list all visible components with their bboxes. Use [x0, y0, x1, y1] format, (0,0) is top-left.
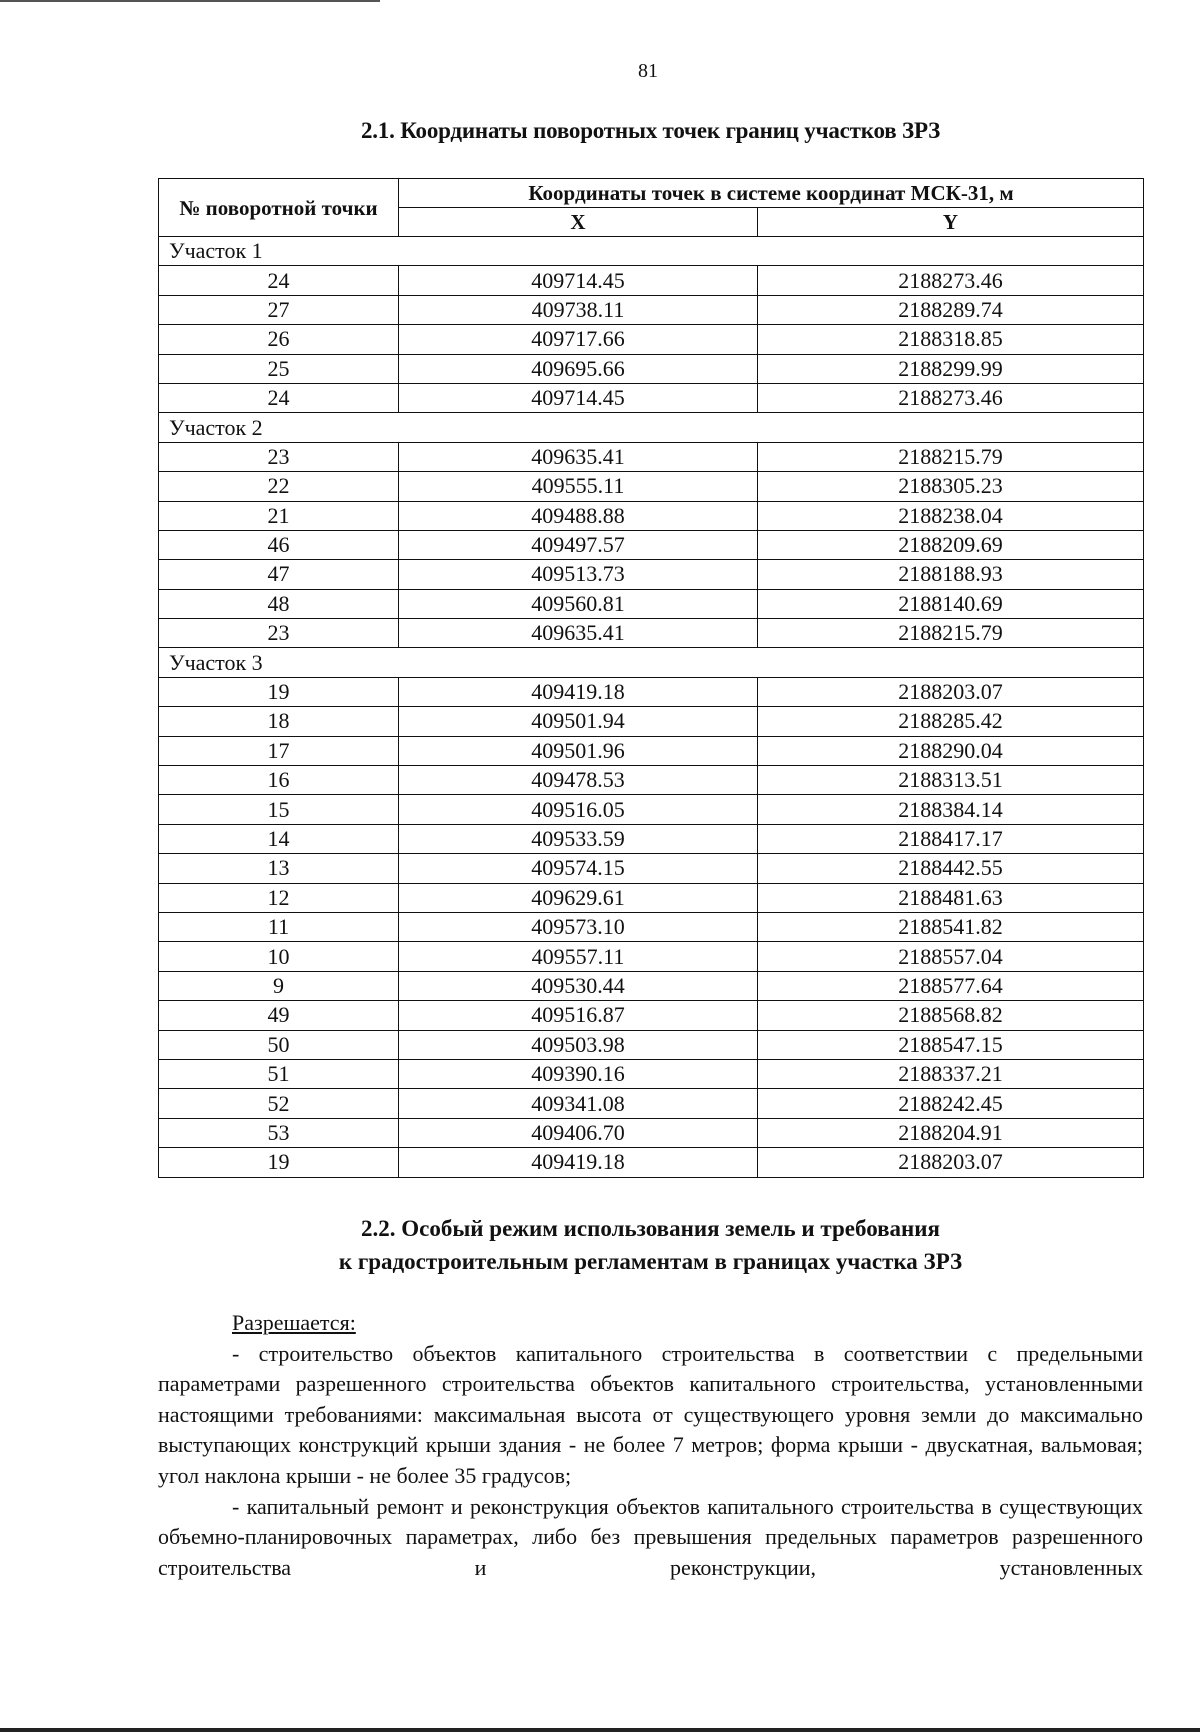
- table-row: [159, 472, 1144, 501]
- cell-y: 2188305.23: [758, 472, 1144, 501]
- cell-y: 2188547.15: [758, 1030, 1144, 1059]
- header-y: Y: [758, 208, 1144, 237]
- cell-point-number: 13: [159, 854, 399, 883]
- cell-x: 409635.41: [399, 442, 758, 471]
- cell-y: 2188557.04: [758, 942, 1144, 971]
- table-row: [159, 912, 1144, 941]
- cell-y: 2188313.51: [758, 766, 1144, 795]
- allowed-label-text: Разрешается:: [232, 1310, 356, 1335]
- cell-x: 409406.70: [399, 1118, 758, 1147]
- table-row: [159, 266, 1144, 295]
- cell-y: 2188238.04: [758, 501, 1144, 530]
- cell-x: 409390.16: [399, 1059, 758, 1088]
- table-row: [159, 1059, 1144, 1088]
- cell-point-number: 47: [159, 560, 399, 589]
- cell-x: 409516.87: [399, 1001, 758, 1030]
- cell-x: 409555.11: [399, 472, 758, 501]
- cell-x: 409573.10: [399, 912, 758, 941]
- regime-body: [158, 1308, 1143, 1583]
- cell-point-number: 21: [159, 501, 399, 530]
- cell-x: 409503.98: [399, 1030, 758, 1059]
- cell-y: 2188209.69: [758, 530, 1144, 559]
- cell-point-number: 52: [159, 1089, 399, 1118]
- scan-edge-bottom: [0, 1728, 1200, 1732]
- cell-point-number: 12: [159, 883, 399, 912]
- cell-x: 409629.61: [399, 883, 758, 912]
- table-row: [159, 736, 1144, 765]
- table-row: [159, 1148, 1144, 1177]
- table-row: [159, 1118, 1144, 1147]
- cell-x: 409695.66: [399, 354, 758, 383]
- section-title-coordinates: 2.1. Координаты поворотных точек границ участков ЗРЗ: [360, 118, 941, 143]
- table-row: [159, 1001, 1144, 1030]
- cell-x: 409513.73: [399, 560, 758, 589]
- cell-point-number: 49: [159, 1001, 399, 1030]
- cell-y: 2188273.46: [758, 383, 1144, 412]
- group-label: Участок 2: [159, 413, 1144, 442]
- cell-point-number: 51: [159, 1059, 399, 1088]
- table-row: [159, 677, 1144, 706]
- cell-point-number: 26: [159, 325, 399, 354]
- cell-point-number: 19: [159, 1148, 399, 1177]
- header-coordinates: Координаты точек в системе координат МСК-31, м: [399, 179, 1144, 208]
- table-row: [159, 383, 1144, 412]
- allowed-label: [158, 1308, 1143, 1339]
- cell-x: 409530.44: [399, 971, 758, 1000]
- table-header-row: [159, 179, 1144, 208]
- group-row: [159, 237, 1144, 266]
- cell-y: 2188215.79: [758, 619, 1144, 648]
- cell-point-number: 48: [159, 589, 399, 618]
- table-row: [159, 942, 1144, 971]
- cell-point-number: 9: [159, 971, 399, 1000]
- table-row: [159, 1089, 1144, 1118]
- table-row: [159, 325, 1144, 354]
- table-row: [159, 354, 1144, 383]
- cell-y: 2188577.64: [758, 971, 1144, 1000]
- cell-y: 2188299.99: [758, 354, 1144, 383]
- cell-x: 409574.15: [399, 854, 758, 883]
- cell-y: 2188188.93: [758, 560, 1144, 589]
- group-row: [159, 648, 1144, 677]
- cell-point-number: 23: [159, 619, 399, 648]
- cell-point-number: 22: [159, 472, 399, 501]
- section-title-regime: [158, 1212, 1143, 1278]
- cell-y: 2188242.45: [758, 1089, 1144, 1118]
- cell-y: 2188384.14: [758, 795, 1144, 824]
- cell-point-number: 27: [159, 295, 399, 324]
- table-row: [159, 766, 1144, 795]
- cell-point-number: 23: [159, 442, 399, 471]
- group-row: [159, 413, 1144, 442]
- scan-edge-top: [0, 0, 380, 2]
- cell-point-number: 24: [159, 266, 399, 295]
- cell-y: 2188337.21: [758, 1059, 1144, 1088]
- cell-point-number: 15: [159, 795, 399, 824]
- cell-x: 409419.18: [399, 1148, 758, 1177]
- cell-point-number: 17: [159, 736, 399, 765]
- cell-point-number: 18: [159, 707, 399, 736]
- table-row: [159, 971, 1144, 1000]
- cell-x: 409714.45: [399, 266, 758, 295]
- group-label: Участок 1: [159, 237, 1144, 266]
- coordinates-table: [158, 178, 1144, 1178]
- cell-point-number: 53: [159, 1118, 399, 1147]
- header-point-number: № поворотной точки: [159, 179, 399, 237]
- cell-x: 409516.05: [399, 795, 758, 824]
- cell-y: 2188318.85: [758, 325, 1144, 354]
- cell-y: 2188273.46: [758, 266, 1144, 295]
- cell-y: 2188289.74: [758, 295, 1144, 324]
- cell-point-number: 11: [159, 912, 399, 941]
- cell-point-number: 50: [159, 1030, 399, 1059]
- section-title-line-2: к градостроительным регламентам в границах участка ЗРЗ: [338, 1249, 963, 1274]
- table-row: [159, 560, 1144, 589]
- table-row: [159, 530, 1144, 559]
- section-title-line-1: 2.2. Особый режим использования земель и требования: [361, 1216, 940, 1241]
- table-row: [159, 824, 1144, 853]
- cell-x: 409533.59: [399, 824, 758, 853]
- cell-y: 2188204.91: [758, 1118, 1144, 1147]
- cell-point-number: 46: [159, 530, 399, 559]
- cell-x: 409717.66: [399, 325, 758, 354]
- cell-x: 409419.18: [399, 677, 758, 706]
- paragraph: - капитальный ремонт и реконструкция объектов капитального строительства в существующих объемно-планировочных параметрах, либо без превышения предельных параметров разрешенного строительства и реконструкции, установленных: [158, 1493, 1143, 1580]
- table-row: [159, 619, 1144, 648]
- table-row: [159, 707, 1144, 736]
- cell-x: 409714.45: [399, 383, 758, 412]
- cell-y: 2188215.79: [758, 442, 1144, 471]
- cell-y: 2188417.17: [758, 824, 1144, 853]
- cell-x: 409497.57: [399, 530, 758, 559]
- table-row: [159, 1030, 1144, 1059]
- cell-x: 409341.08: [399, 1089, 758, 1118]
- header-x: X: [399, 208, 758, 237]
- table-row: [159, 442, 1144, 471]
- page-number: 81: [638, 60, 658, 82]
- cell-x: 409738.11: [399, 295, 758, 324]
- cell-y: 2188481.63: [758, 883, 1144, 912]
- cell-y: 2188290.04: [758, 736, 1144, 765]
- cell-x: 409635.41: [399, 619, 758, 648]
- cell-y: 2188568.82: [758, 1001, 1144, 1030]
- paragraph: - строительство объектов капитального строительства в соответствии с предельными параметрами разрешенного строительства объектов капитального строительства, установленными настоящими требованиями: максимальная высота от существующего уровня земли до максимально выступающих конструкций крыши здания - не более 7 метров; форма крыши - двускатная, вальмовая; угол наклона крыши - не более 35 градусов;: [158, 1340, 1143, 1488]
- cell-y: 2188285.42: [758, 707, 1144, 736]
- cell-x: 409478.53: [399, 766, 758, 795]
- cell-y: 2188541.82: [758, 912, 1144, 941]
- table-row: [159, 295, 1144, 324]
- cell-y: 2188203.07: [758, 1148, 1144, 1177]
- cell-x: 409501.94: [399, 707, 758, 736]
- cell-point-number: 16: [159, 766, 399, 795]
- cell-x: 409557.11: [399, 942, 758, 971]
- table-row: [159, 501, 1144, 530]
- table-row: [159, 883, 1144, 912]
- table-row: [159, 589, 1144, 618]
- cell-y: 2188140.69: [758, 589, 1144, 618]
- cell-point-number: 14: [159, 824, 399, 853]
- table-row: [159, 854, 1144, 883]
- cell-x: 409501.96: [399, 736, 758, 765]
- cell-point-number: 24: [159, 383, 399, 412]
- cell-y: 2188442.55: [758, 854, 1144, 883]
- group-label: Участок 3: [159, 648, 1144, 677]
- cell-point-number: 19: [159, 677, 399, 706]
- cell-x: 409488.88: [399, 501, 758, 530]
- cell-point-number: 10: [159, 942, 399, 971]
- cell-point-number: 25: [159, 354, 399, 383]
- cell-x: 409560.81: [399, 589, 758, 618]
- table-row: [159, 795, 1144, 824]
- cell-y: 2188203.07: [758, 677, 1144, 706]
